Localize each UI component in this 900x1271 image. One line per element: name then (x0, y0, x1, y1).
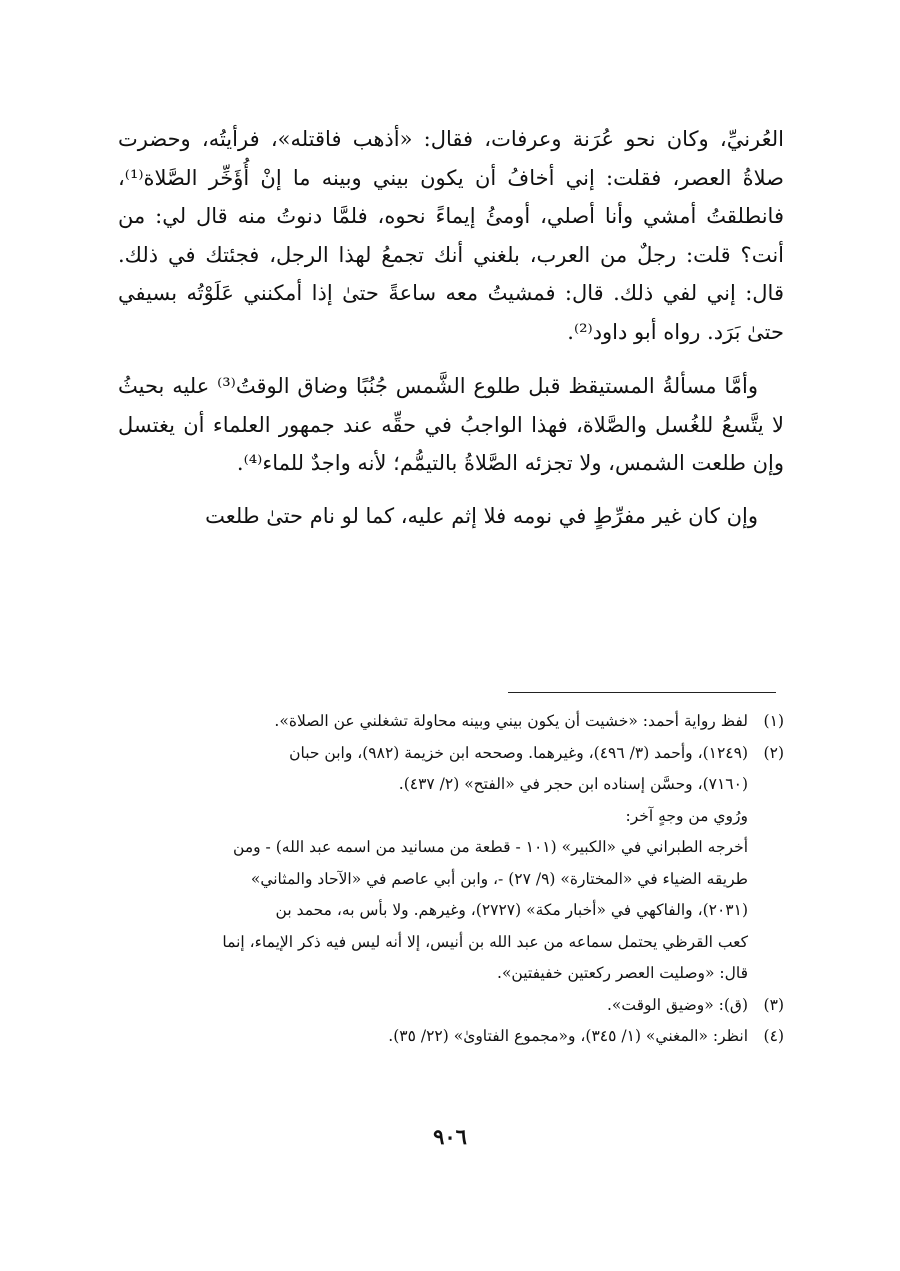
footnote-number: (٢) (763, 743, 784, 762)
footnote-divider (508, 692, 776, 693)
footnote-line: أخرجه الطبراني في «الكبير» (١٠١ - قطعة من مسانيد من اسمه عبد الله) - ومن (233, 838, 748, 856)
text-line: وإن كان غير مفرِّطٍ في نومه فلا إثم عليه، كما لو نام حتىٰ طلعت (205, 503, 758, 528)
paragraph-not-negligent (118, 497, 784, 536)
text-line: للماء⁽⁴⁾. (236, 451, 305, 475)
text-line: بسيفي حتىٰ بَرَد. رواه أبو داود⁽²⁾. (118, 281, 784, 344)
footnote-line: (١٢٤٩)، وأحمد (٣/ ٤٩٦)، وغيرهما. وصححه ابن خزيمة (٩٨٢)، وابن حبان (289, 743, 748, 762)
footnotes (118, 706, 784, 1053)
text-line: ذلك. قال: إني لفي ذلك. قال: فمشيتُ معه ساعةً حتىٰ إذا أمكنني عَلَوْتُه (118, 242, 784, 305)
footnote-3 (118, 990, 784, 1022)
text-line: صلاةُ العصر، فقلت: إني أخافُ أن يكون بيني وبينه ما إنْ أُؤَخِّر الصَّلاة⁽¹⁾، (118, 165, 784, 190)
footnote-number: (١) (763, 712, 784, 730)
footnote-line: (ق): «وضيق الوقت». (606, 995, 748, 1014)
paragraph-hadith (118, 120, 784, 351)
footnote-line: ورُوي من وجهٍ آخر: (625, 806, 748, 825)
footnote-line: انظر: «المغني» (١/ ٣٤٥)، و«مجموع الفتاوىٰ» (٢٢/ ٣٥). (388, 1027, 748, 1045)
page-number: ٩٠٦ (433, 1124, 467, 1149)
text-line: أن يغتسل وإن طلعت الشمس، ولا تجزئه الصَّلاةُ بالتيمُّم؛ لأنه واجدٌ (118, 412, 784, 475)
text-line: وأمَّا مسألةُ المستيقظ قبل طلوع الشَّمس جُنُبًا وضاق الوقتُ⁽³⁾ عليه (172, 374, 758, 398)
footnote-line: طريقه الضياء في «المختارة» (٩/ ٢٧) -، وابن أبي عاصم في «الآحاد والمثاني» (250, 869, 748, 888)
text-line: فانطلقتُ أمشي وأنا أصلي، أومئُ إيماءً نحوه، فلمَّا دنوتُ منه قال لي: من (118, 204, 784, 228)
text-line: العُرنيِّ، وكان نحو عُرَنة وعرفات، فقال: «أذهب فاقتله»، فرأيتُه، وحضرت (118, 127, 784, 151)
footnote-number: (٤) (763, 1027, 784, 1045)
footnote-2 (118, 738, 784, 990)
paragraph-awakened-junub (118, 367, 784, 483)
footnote-number: (٣) (763, 995, 784, 1014)
footnote-line: (٧١٦٠)، وحسَّن إسناده ابن حجر في «الفتح» (٢/ ٤٣٧). (398, 775, 748, 793)
footnote-4 (118, 1021, 784, 1053)
text-line: أنت؟ قلت: رجلٌ من العرب، بلغني أنك تجمعُ لهذا الرجل، فجئتك في (167, 242, 784, 267)
footnote-line: (٢٠٣١)، والفاكهي في «أخبار مكة» (٢٧٢٧)، وغيرهم. ولا بأس به، محمد بن (275, 901, 748, 919)
footnote-line: قال: «وصليت العصر ركعتين خفيفتين». (497, 964, 748, 982)
footnote-line: كعب القرظي يحتمل سماعه من عبد الله بن أنيس، إلا أنه ليس فيه ذكر الإيماء، إنما (222, 932, 748, 951)
text-line: بحيثُ لا يتَّسعُ للغُسل والصَّلاة، فهذا الواجبُ في حقِّه عند جمهور العلماء (118, 374, 784, 437)
footnote-line: لفظ رواية أحمد: «خشيت أن يكون بيني وبينه محاولة تشغلني عن الصلاة». (274, 712, 748, 730)
main-text (118, 120, 784, 535)
footnote-1 (118, 706, 784, 738)
